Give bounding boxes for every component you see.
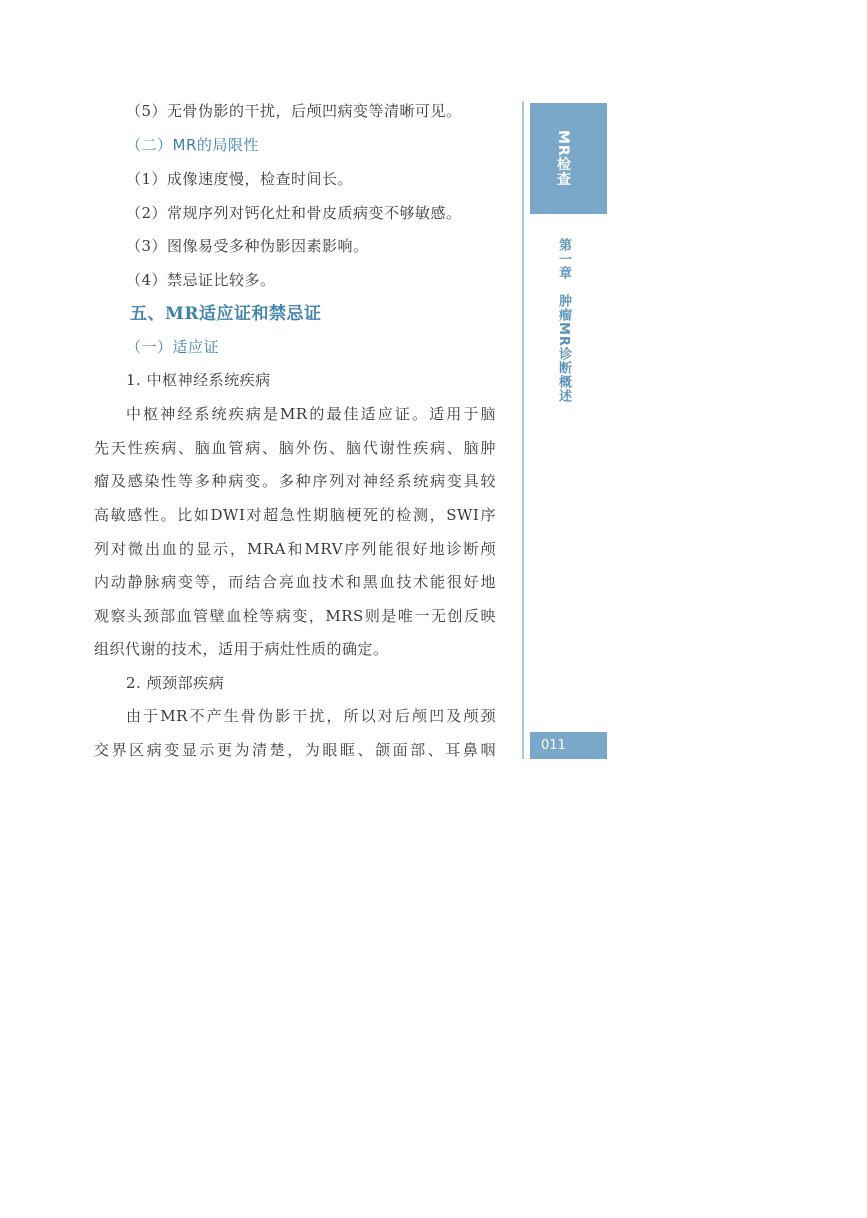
cns-paragraph-line-6: 内动静脉病变等，而结合亮血技术和黑血技术能很好地 [94, 573, 496, 591]
head-neck-paragraph-line-2: 交界区病变显示更为清楚，为眼眶、颌面部、耳鼻咽 [94, 741, 496, 759]
limitation-item-3: （3）图像易受多种伪影因素影响。 [126, 237, 369, 255]
subheading-indications: （一）适应证 [126, 338, 220, 356]
cns-paragraph-line-5: 列对微出血的显示，MRA和MRV序列能很好地诊断颅 [94, 540, 496, 558]
page-number: 011 [541, 738, 566, 753]
margin-rule [522, 101, 524, 759]
cns-paragraph-line-8: 组织代谢的技术，适用于病灶性质的确定。 [94, 640, 389, 658]
cns-title: 1. 中枢神经系统疾病 [126, 371, 271, 389]
limitation-item-4: （4）禁忌证比较多。 [126, 271, 276, 289]
side-tab-label: MR检查 [555, 130, 571, 187]
cns-paragraph-line-2: 先天性疾病、脑血管病、脑外伤、脑代谢性疾病、脑肿 [94, 439, 496, 457]
section-heading: 五、MR适应证和禁忌证 [130, 304, 322, 324]
subheading-limitations: （二）MR的局限性 [126, 136, 259, 154]
cns-paragraph-line-7: 观察头颈部血管壁血栓等病变，MRS则是唯一无创反映 [94, 607, 496, 625]
head-neck-title: 2. 颅颈部疾病 [126, 674, 225, 692]
head-neck-paragraph-line-1: 由于MR不产生骨伪影干扰，所以对后颅凹及颅颈 [126, 707, 496, 725]
limitation-item-1: （1）成像速度慢，检查时间长。 [126, 170, 354, 188]
limitation-item-2: （2）常规序列对钙化灶和骨皮质病变不够敏感。 [126, 204, 462, 222]
limitation-item-5: （5）无骨伪影的干扰，后颅凹病变等清晰可见。 [126, 102, 462, 120]
cns-paragraph-line-1: 中枢神经系统疾病是MR的最佳适应证。适用于脑 [126, 405, 496, 423]
chapter-title: 第一章 肿瘤MR诊断概述 [556, 238, 571, 403]
cns-paragraph-line-4: 高敏感性。比如DWI对超急性期脑梗死的检测，SWI序 [94, 506, 496, 524]
cns-paragraph-line-3: 瘤及感染性等多种病变。多种序列对神经系统病变具较 [94, 472, 496, 490]
